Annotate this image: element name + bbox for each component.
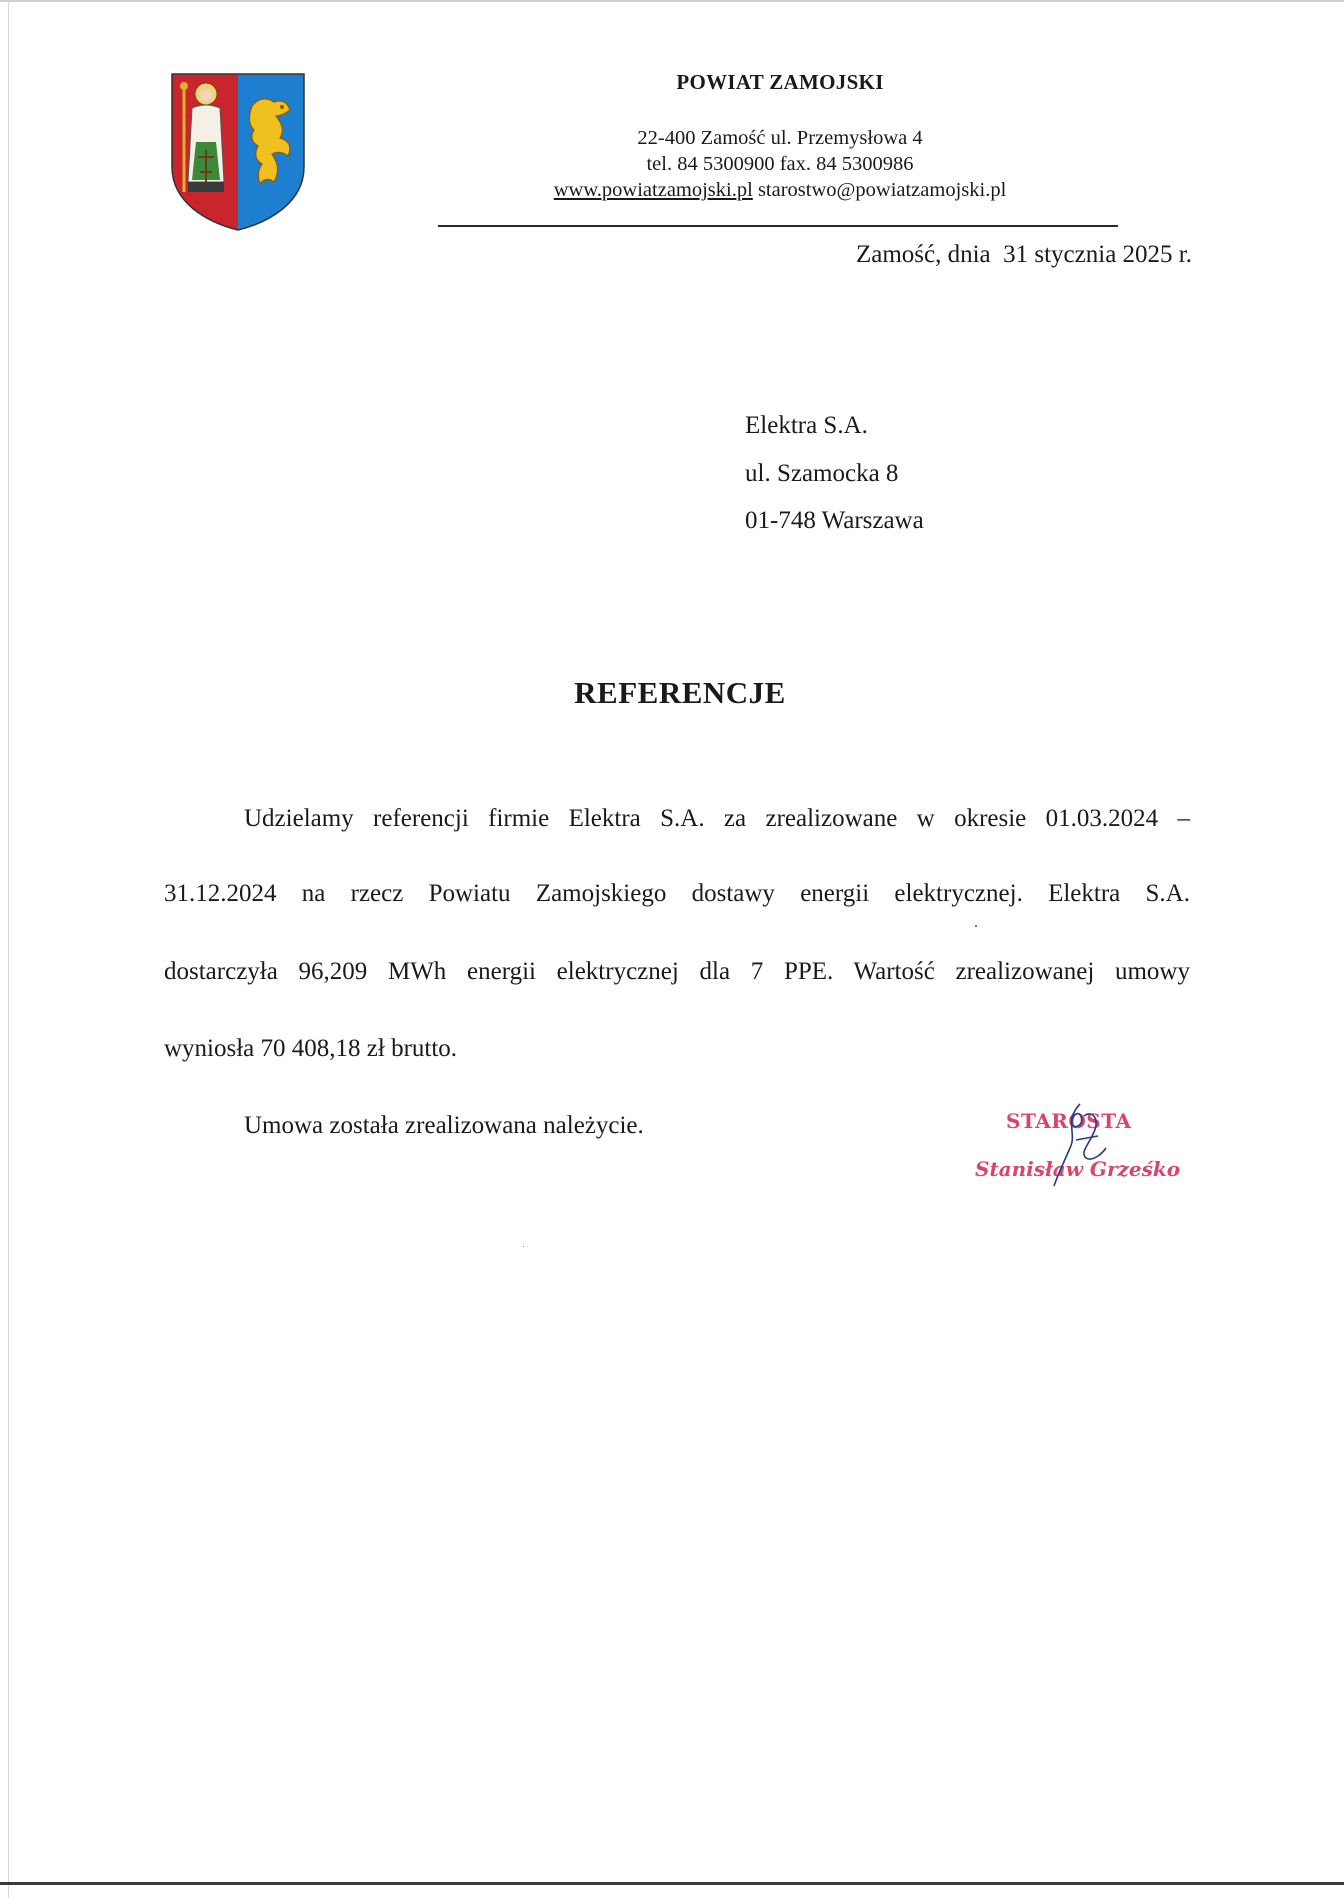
organization-contact: [440, 178, 1120, 203]
stamp-title: STAROSTA: [1006, 1109, 1132, 1133]
recipient-city: 01-748 Warszawa: [745, 507, 924, 534]
letter-date: Zamość, dnia 31 stycznia 2025 r.: [855, 241, 1192, 268]
document-title: REFERENCJE: [574, 675, 786, 710]
email-address: starostwo@powiatzamojski.pl: [757, 179, 1007, 201]
closing-statement: Umowa została zrealizowana należycie.: [244, 1112, 644, 1139]
scan-bottom-edge: [0, 1882, 1344, 1885]
recipient-street: ul. Szamocka 8: [745, 460, 899, 487]
body-line: 31.12.2024 na rzecz Powiatu Zamojskiego dostawy energii elektrycznej. Elektra S.A.: [164, 880, 1190, 907]
body-line: Udzielamy referencji firmie Elektra S.A. za zrealizowane w okresie 01.03.2024 –: [244, 805, 1190, 832]
website-link[interactable]: www.powiatzamojski.pl: [553, 179, 753, 201]
body-line: dostarczyła 96,209 MWh energii elektrycznej dla 7 PPE. Wartość zrealizowanej umowy: [164, 958, 1190, 985]
scan-speck: [975, 925, 977, 927]
handwritten-signature: [1040, 1096, 1120, 1191]
organization-name: POWIAT ZAMOJSKI: [676, 70, 884, 94]
scan-page-edge: [8, 0, 1344, 1898]
stamp-name: Stanisław Grześko: [975, 1157, 1181, 1181]
coat-of-arms-emblem: [170, 72, 306, 232]
body-line: wyniosła 70 408,18 zł brutto.: [164, 1035, 458, 1062]
organization-address: 22-400 Zamość ul. Przemysłowa 4: [637, 127, 923, 149]
header-divider: [438, 225, 1118, 227]
scan-speck: [523, 1246, 524, 1247]
organization-phone-fax: tel. 84 5300900 fax. 84 5300986: [646, 153, 914, 175]
recipient-name: Elektra S.A.: [745, 412, 868, 439]
